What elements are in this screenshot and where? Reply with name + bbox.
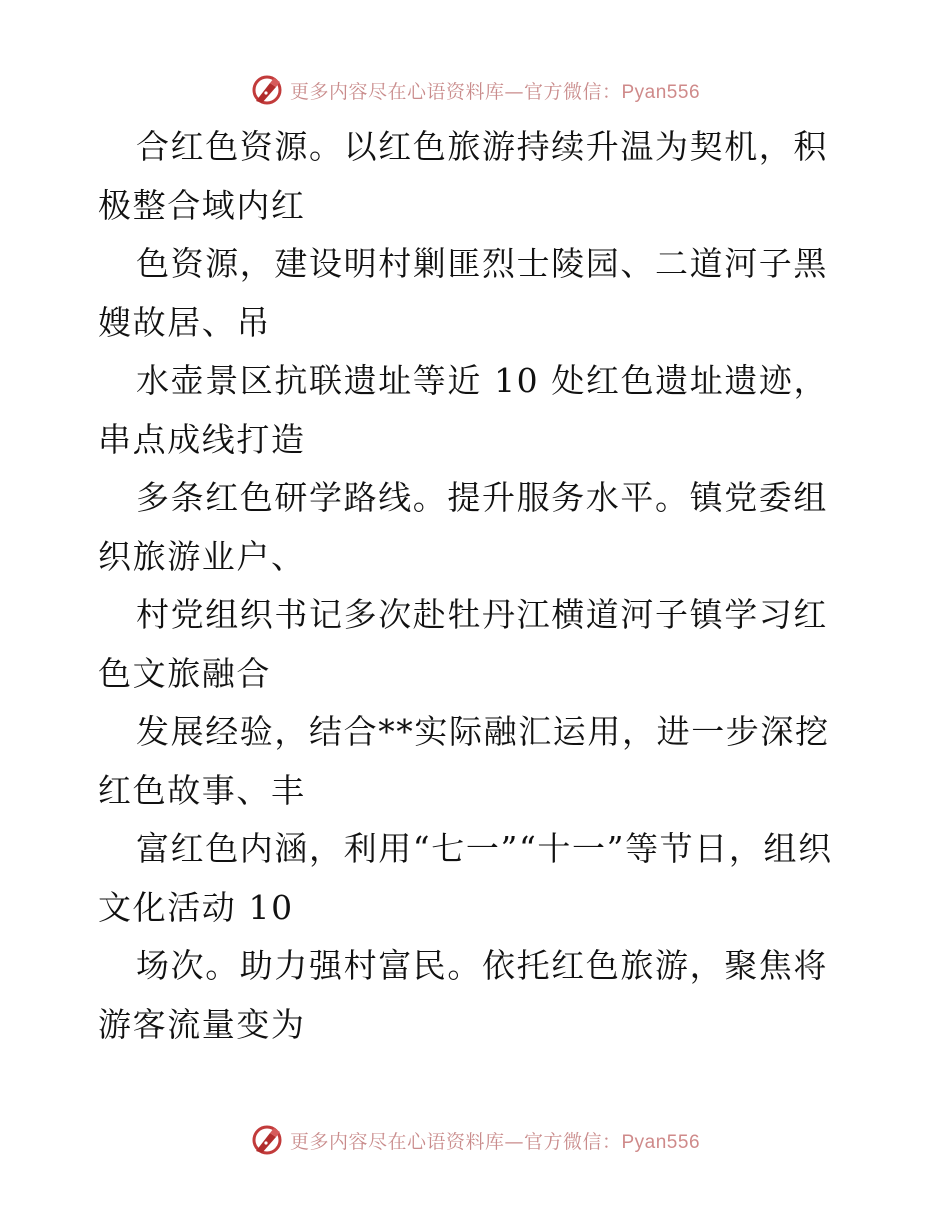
paragraph: 发展经验，结合**实际融汇运用，进一步深挖红色故事、丰 [98,712,830,810]
paragraph: 色资源，建设明村剿匪烈士陵园、二道河子黑嫂故居、吊 [98,244,828,342]
paragraph: 多条红色研学路线。提升服务水平。镇党委组织旅游业户、 [98,478,828,576]
header-text-main: 更多内容尽在心语资料库—官方微信： [289,80,622,103]
header-banner [0,70,950,110]
footer-banner-text [290,1127,700,1154]
document-body [98,118,858,1054]
paragraph: 合红色资源。以红色旅游持续升温为契机，积极整合域内红 [98,127,828,225]
header-banner-text [290,77,700,104]
footer-text-main: 更多内容尽在心语资料库—官方微信： [289,1130,622,1153]
pen-nib-circle-logo-icon [250,1123,284,1157]
pen-nib-circle-logo-icon [250,73,284,107]
paragraph: 村党组织书记多次赴牡丹江横道河子镇学习红色文旅融合 [98,595,828,693]
footer-wechat-id: Pyan556 [621,1131,701,1153]
header-wechat-id: Pyan556 [621,81,701,103]
footer-banner [0,1120,950,1160]
paragraph: 水壶景区抗联遗址等近 10 处红色遗址遗迹，串点成线打造 [98,361,829,459]
paragraph: 富红色内涵，利用“七一”“十一”等节日，组织文化活动 10 [98,829,833,927]
paragraph: 场次。助力强村富民。依托红色旅游，聚焦将游客流量变为 [98,946,828,1044]
